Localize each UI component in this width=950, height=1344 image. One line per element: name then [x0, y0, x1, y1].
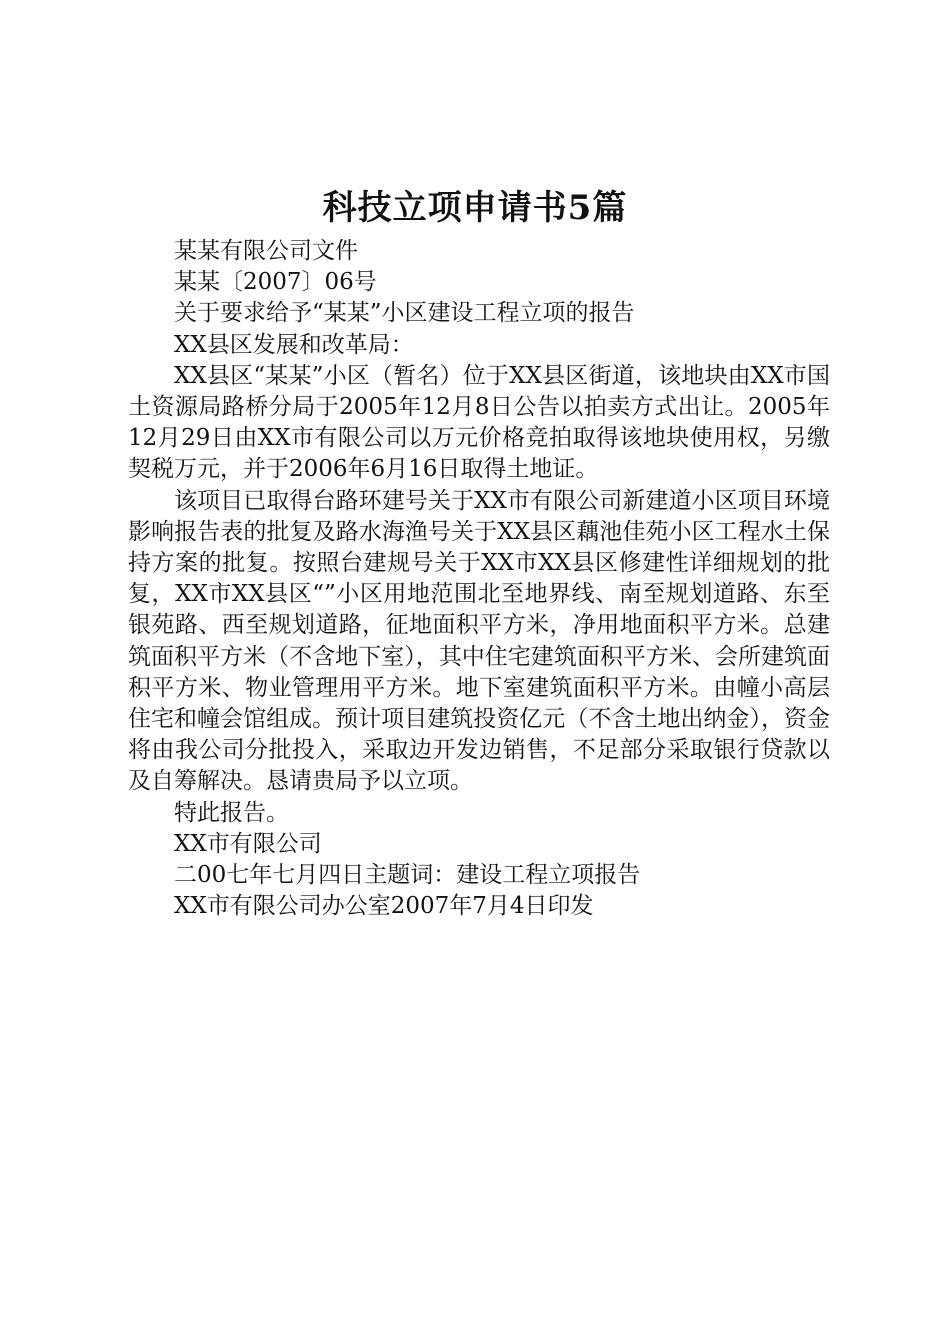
report-subject: 关于要求给予“某某”小区建设工程立项的报告 [174, 300, 635, 327]
closing-line: 特此报告。 [174, 799, 289, 826]
document-body [128, 236, 830, 922]
issuer-line: 某某有限公司文件 [174, 238, 358, 264]
issuance-line: XX市有限公司办公室2007年7月4日印发 [174, 893, 594, 920]
date-keywords-line: 二00七年七月四日主题词：建设工程立项报告 [174, 862, 641, 889]
body-paragraph-site: XX县区“某某”小区（暂名）位于XX县区街道，该地块由XX市国土资源局路桥分局于2005年12月8日公告以拍卖方式出让。2005年12月29日由XX市有限公司以万元价格竞拍取得该地块使用权，另缴契税万元，并于2006年6月16日取得土地证。 [128, 362, 830, 483]
body-paragraph-project: 该项目已取得台路环建号关于XX市有限公司新建道小区项目环境影响报告表的批复及路水海渔号关于XX县区藕池佳苑小区工程水土保持方案的批复。按照台建规号关于XX市XX县区修建性详细规划的批复，XX市XX县区“”小区用地范围北至地界线、南至规划道路、东至银苑路、西至规划道路，征地面积平方米，净用地面积平方米。总建筑面积平方米（不含地下室），其中住宅建筑面积平方米、会所建筑面积平方米、物业管理用平方米。地下室建筑面积平方米。由幢小高层住宅和幢会馆组成。预计项目建筑投资亿元（不含土地出纳金），资金将由我公司分批投入，采取边开发边销售，不足部分采取银行贷款以及自筹解决。恳请贵局予以立项。 [128, 487, 830, 795]
document-title: 科技立项申请书5篇 [322, 188, 628, 228]
document-number: 某某〔2007〕06号 [174, 269, 377, 296]
recipient-line: XX县区发展和改革局： [174, 331, 414, 358]
signature-company: XX市有限公司 [174, 830, 322, 857]
